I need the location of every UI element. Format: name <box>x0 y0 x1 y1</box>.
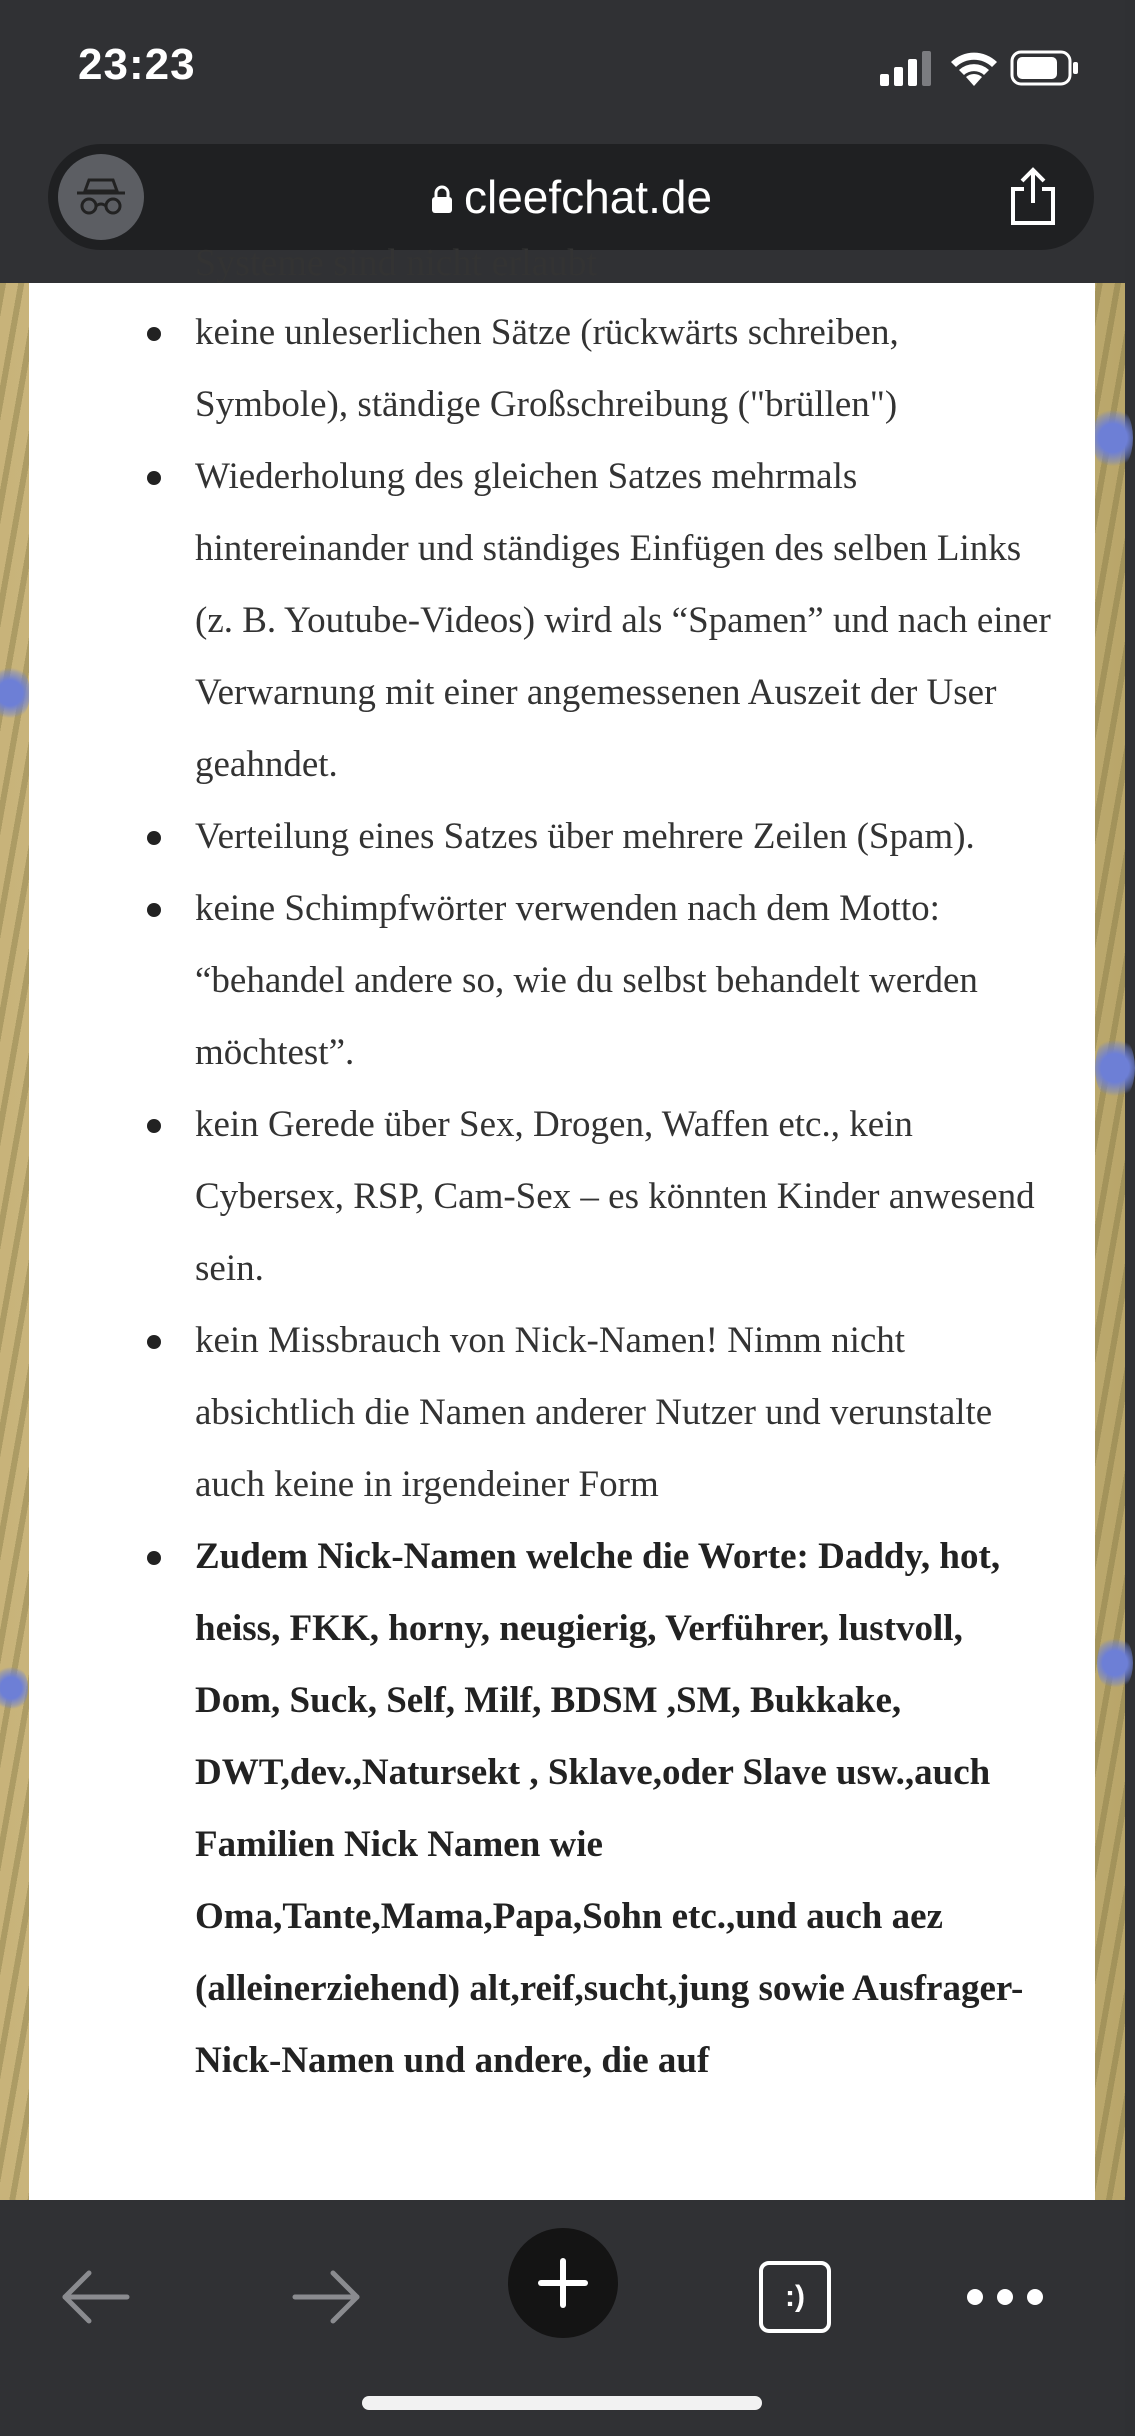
cut-text: Systeme sind nicht erlaubt <box>195 242 598 284</box>
rules-list <box>29 297 1095 2097</box>
background-flower <box>0 1663 28 1713</box>
incognito-icon <box>75 177 127 217</box>
lock-icon <box>430 184 454 214</box>
bullet-icon <box>147 831 161 845</box>
tabs-button[interactable] <box>740 2242 850 2352</box>
url-text: cleefchat.de <box>463 171 713 223</box>
list-item <box>29 297 1095 441</box>
share-icon <box>1007 167 1059 227</box>
list-item <box>29 1305 1095 1521</box>
arrow-left-icon <box>59 2269 131 2325</box>
more-dots-icon <box>965 2287 1045 2307</box>
background-flower <box>0 663 30 723</box>
bullet-icon <box>147 903 161 917</box>
bullet-icon <box>147 471 161 485</box>
rule-text: Verteilung eines Satzes über mehrere Zeilen (Spam). <box>195 816 975 857</box>
battery-icon <box>1010 50 1080 86</box>
arrow-right-icon <box>291 2269 363 2325</box>
clock: 23:23 <box>78 40 196 89</box>
bullet-icon <box>147 1335 161 1349</box>
address-bar[interactable] <box>48 144 1094 250</box>
background-flower <box>1093 403 1133 473</box>
rule-text-bold: Zudem Nick-Namen welche die Worte: Daddy, hot, heiss, FKK, horny, neugierig, Verführer, lustvoll, Dom, Suck, Self, Milf, BDSM ,SM, Bukkake, DWT,dev.,Natursekt , Sklave,oder Slave usw.,auch Familien Nick Namen wie Oma,Tante,Mama,Papa,Sohn etc.,und auch aez (alleinerziehend) alt,reif,sucht,jung sowie Ausfrager-Nick-Namen und andere, die auf <box>195 1536 1024 2081</box>
rule-text: keine unleserlichen Sätze (rückwärts schreiben, Symbole), ständige Großschreibung ("brüllen") <box>195 312 899 425</box>
more-button[interactable] <box>950 2242 1060 2352</box>
bullet-icon <box>147 1119 161 1133</box>
list-item <box>29 801 1095 873</box>
web-page-viewport[interactable] <box>0 242 1125 2200</box>
list-item <box>29 1089 1095 1305</box>
rule-text: kein Missbrauch von Nick-Namen! Nimm nicht absichtlich die Namen anderer Nutzer und verunstalte auch keine in irgendeiner Form <box>195 1320 993 1505</box>
rule-text: keine Schimpfwörter verwenden nach dem Motto: “behandel andere so, wie du selbst behandelt werden möchtest”. <box>195 888 978 1073</box>
incognito-button[interactable] <box>58 154 144 240</box>
address-display[interactable] <box>48 144 1094 250</box>
status-bar <box>0 0 1125 140</box>
new-tab-button[interactable] <box>508 2228 618 2338</box>
cellular-signal-icon <box>880 50 936 86</box>
back-button[interactable] <box>40 2242 150 2352</box>
home-indicator[interactable] <box>362 2396 762 2410</box>
background-flower <box>1095 1033 1135 1103</box>
list-item <box>29 1521 1095 2097</box>
list-item <box>29 873 1095 1089</box>
forward-button[interactable] <box>272 2242 382 2352</box>
tab-count-icon: :) <box>759 2261 831 2333</box>
rule-text: Wiederholung des gleichen Satzes mehrmals hintereinander und ständiges Einfügen des selben Links (z. B. Youtube-Videos) wird als “Spamen” und nach einer Verwarnung mit einer angemessenen Auszeit der User geahndet. <box>195 456 1051 785</box>
list-item <box>29 441 1095 801</box>
content-card <box>29 242 1095 2200</box>
bullet-icon <box>147 1551 161 1565</box>
share-button[interactable] <box>998 162 1068 232</box>
plus-icon <box>537 2257 589 2309</box>
bullet-icon <box>147 327 161 341</box>
background-flower <box>1097 1633 1133 1693</box>
partially-visible-text <box>29 241 1095 303</box>
wifi-icon <box>948 48 1000 88</box>
rule-text: kein Gerede über Sex, Drogen, Waffen etc., kein Cybersex, RSP, Cam-Sex – es könnten Kinder anwesend sein. <box>195 1104 1035 1289</box>
